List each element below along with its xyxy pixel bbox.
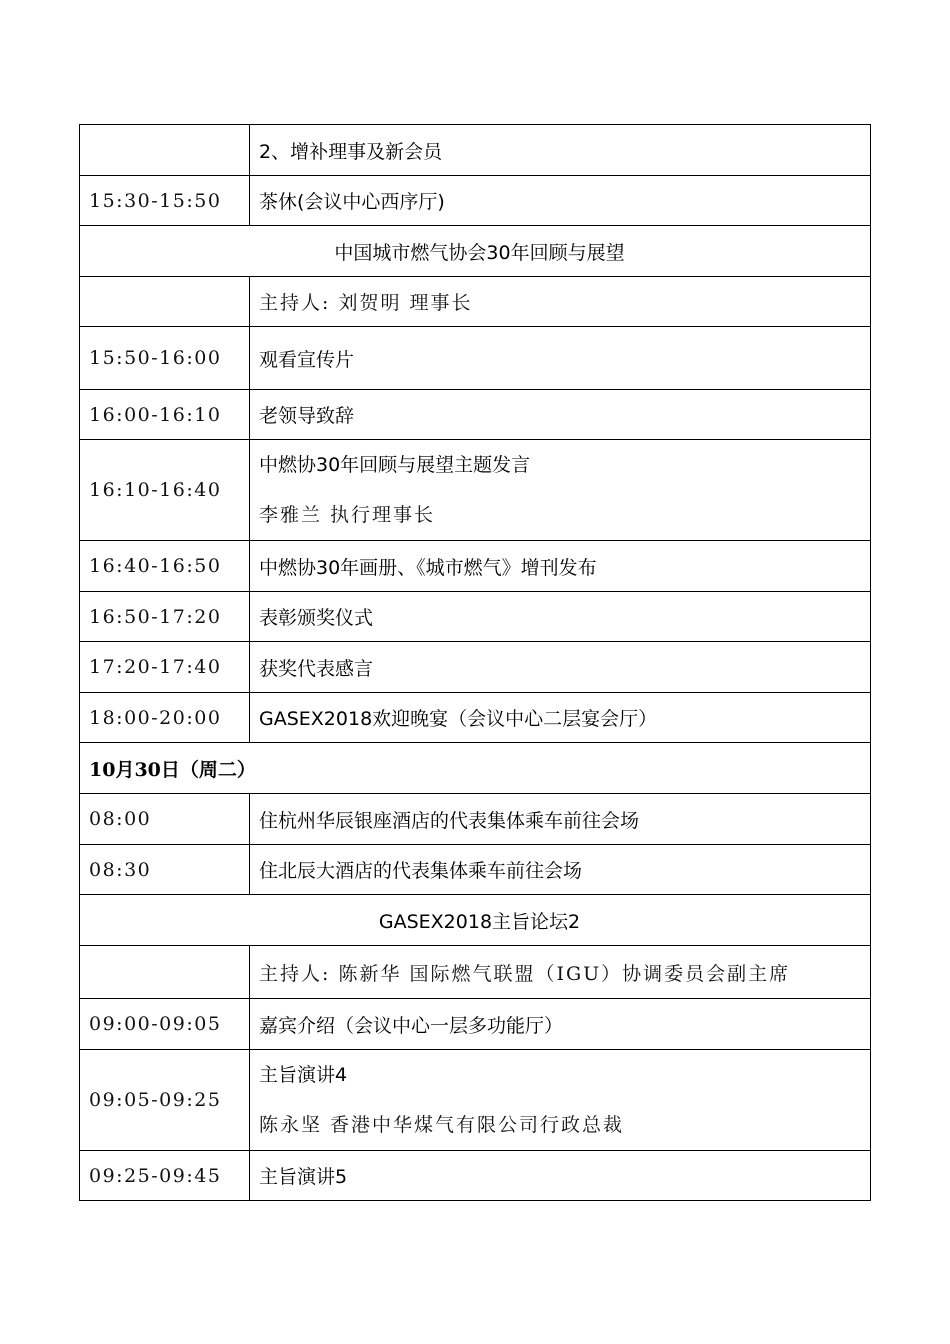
time-cell <box>80 125 250 176</box>
section-header: GASEX2018主旨论坛2 <box>80 895 871 946</box>
time-cell: 08:30 <box>80 845 250 895</box>
table-row <box>80 1050 871 1151</box>
table-row <box>80 946 871 999</box>
time-cell: 16:00-16:10 <box>80 390 250 440</box>
time-cell: 16:50-17:20 <box>80 592 250 642</box>
table-row <box>80 390 871 440</box>
section-header-row <box>80 226 871 277</box>
content-title: 中燃协30年回顾与展望主题发言 <box>259 454 531 476</box>
table-row <box>80 592 871 642</box>
table-row <box>80 845 871 895</box>
table-row <box>80 794 871 845</box>
content-cell: 观看宣传片 <box>250 327 871 390</box>
time-cell: 16:10-16:40 <box>80 440 250 541</box>
content-cell: GASEX2018欢迎晚宴（会议中心二层宴会厅） <box>250 693 871 743</box>
section-header-row <box>80 895 871 946</box>
time-cell: 15:30-15:50 <box>80 176 250 226</box>
content-cell: 嘉宾介绍（会议中心一层多功能厅） <box>250 999 871 1050</box>
table-row <box>80 176 871 226</box>
table-row <box>80 693 871 743</box>
time-cell: 09:00-09:05 <box>80 999 250 1050</box>
content-cell: 住杭州华辰银座酒店的代表集体乘车前往会场 <box>250 794 871 845</box>
table-row <box>80 440 871 541</box>
content-cell: 表彰颁奖仪式 <box>250 592 871 642</box>
table-row <box>80 999 871 1050</box>
content-cell: 中燃协30年画册、《城市燃气》增刊发布 <box>250 541 871 592</box>
time-cell <box>80 277 250 327</box>
content-title: 主旨演讲4 <box>259 1064 348 1086</box>
content-cell <box>250 1050 871 1151</box>
content-cell: 2、增补理事及新会员 <box>250 125 871 176</box>
time-cell: 09:25-09:45 <box>80 1151 250 1201</box>
content-speaker: 李雅兰 执行理事长 <box>259 504 436 526</box>
schedule-table <box>79 124 871 1201</box>
date-header: 10月30日（周二） <box>80 743 871 794</box>
table-row <box>80 125 871 176</box>
time-cell: 09:05-09:25 <box>80 1050 250 1151</box>
table-row <box>80 327 871 390</box>
time-cell <box>80 946 250 999</box>
time-cell: 15:50-16:00 <box>80 327 250 390</box>
date-row <box>80 743 871 794</box>
content-cell: 住北辰大酒店的代表集体乘车前往会场 <box>250 845 871 895</box>
table-row <box>80 642 871 693</box>
table-row <box>80 1151 871 1201</box>
host-cell: 主持人: 陈新华 国际燃气联盟（IGU）协调委员会副主席 <box>250 946 871 999</box>
section-header: 中国城市燃气协会30年回顾与展望 <box>80 226 871 277</box>
time-cell: 18:00-20:00 <box>80 693 250 743</box>
table-row <box>80 277 871 327</box>
table-row <box>80 541 871 592</box>
content-cell: 获奖代表感言 <box>250 642 871 693</box>
time-cell: 08:00 <box>80 794 250 845</box>
content-cell: 老领导致辞 <box>250 390 871 440</box>
content-speaker: 陈永坚 香港中华煤气有限公司行政总裁 <box>259 1114 625 1136</box>
time-cell: 17:20-17:40 <box>80 642 250 693</box>
content-cell: 主旨演讲5 <box>250 1151 871 1201</box>
host-cell: 主持人: 刘贺明 理事长 <box>250 277 871 327</box>
content-cell <box>250 440 871 541</box>
time-cell: 16:40-16:50 <box>80 541 250 592</box>
content-cell: 茶休(会议中心西序厅) <box>250 176 871 226</box>
